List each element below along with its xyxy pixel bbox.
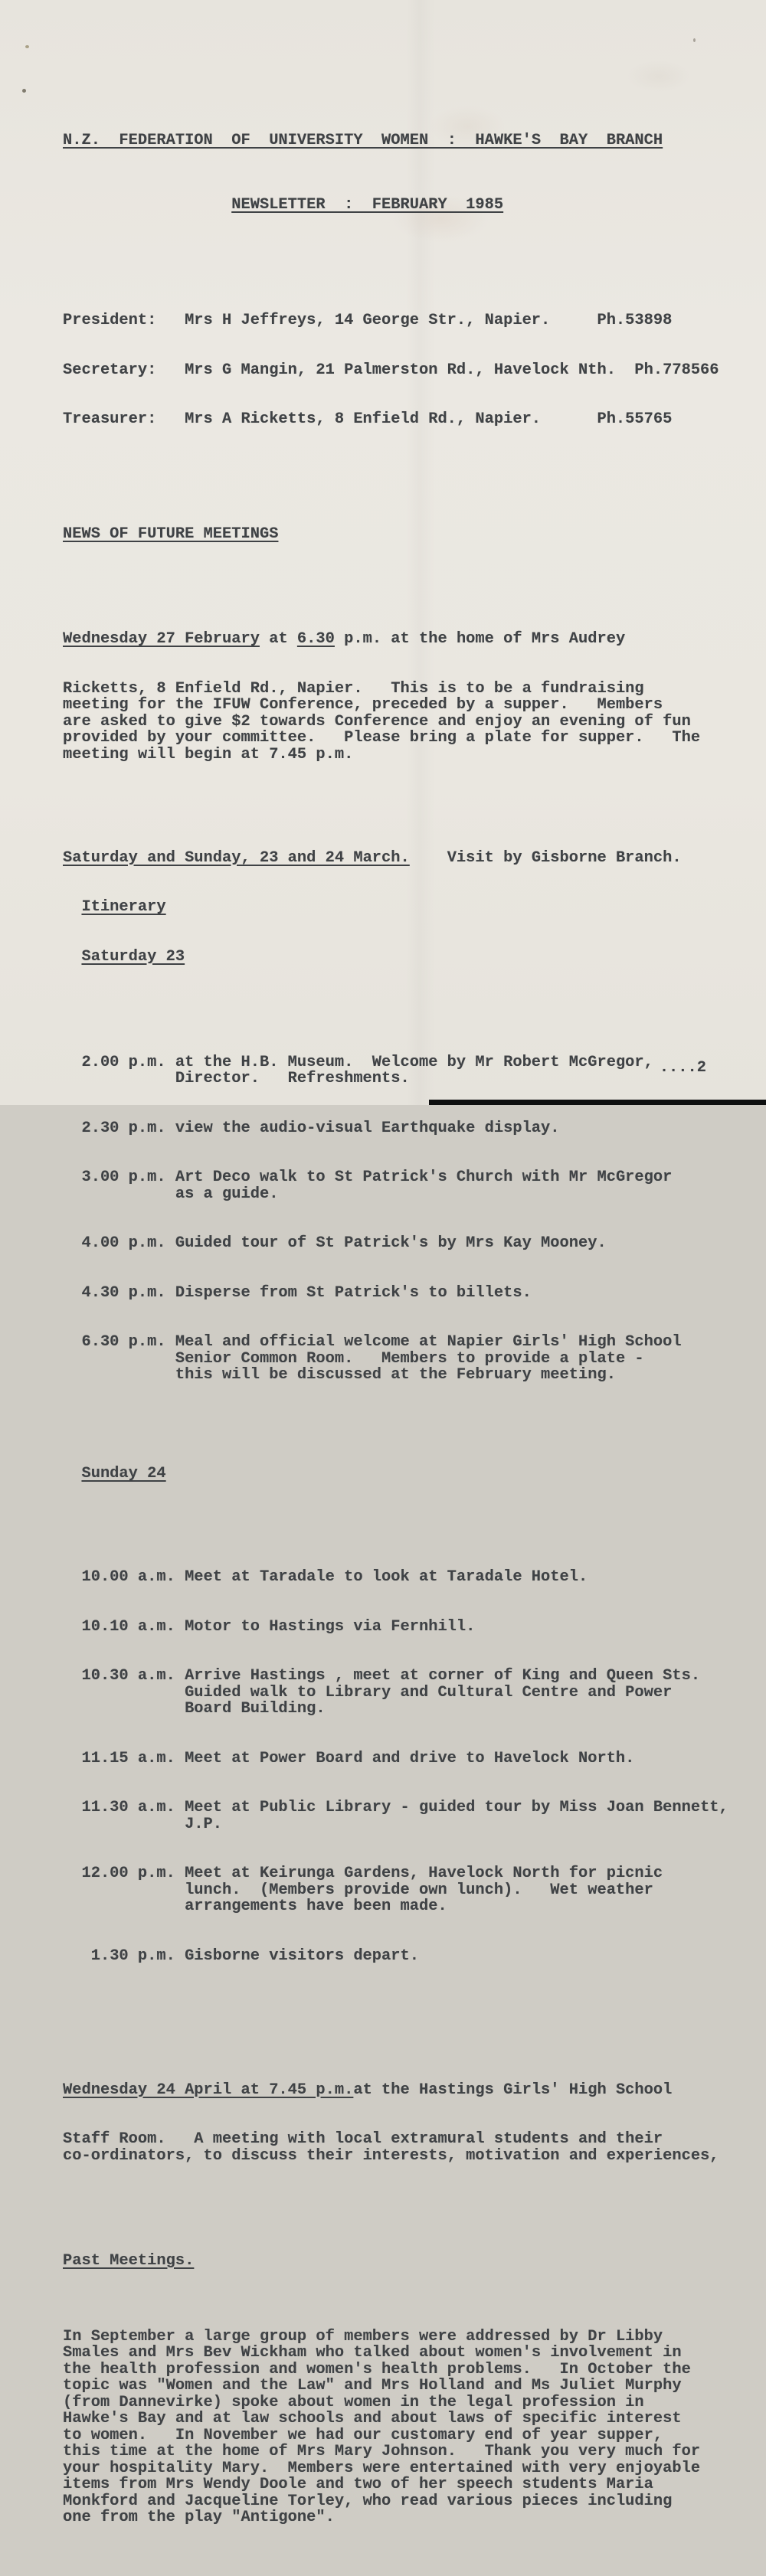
officer-role: President: — [63, 312, 157, 329]
text-line: Guided tour of St Patrick's by Mrs Kay Mooney. — [175, 1234, 607, 1252]
schedule-row — [81, 1865, 751, 1915]
paragraph-february-meeting — [63, 598, 751, 796]
schedule-time: 10.00 a.m. — [81, 1568, 175, 1586]
text-line: Director. Refreshments. — [175, 1070, 410, 1087]
text-line: meeting will begin at 7.45 p.m. — [63, 745, 354, 763]
paragraph-line — [63, 2082, 751, 2099]
schedule-row — [81, 1285, 751, 1302]
officers-list — [63, 280, 751, 461]
paragraph-past-meetings — [63, 2329, 751, 2526]
officer-role: Treasurer: — [63, 410, 157, 428]
officer-detail: Mrs H Jeffreys, 14 George Str., Napier. — [185, 312, 551, 329]
text-line: are asked to give $2 towards Conference and enjoy an evening of fun — [63, 712, 691, 731]
text-line: Arrive Hastings , meet at corner of King and Queen Sts. — [185, 1667, 701, 1685]
schedule-row — [81, 1751, 751, 1767]
saturday-label: Saturday 23 — [81, 947, 185, 966]
schedule-row — [81, 1235, 751, 1252]
officer-role: Secretary: — [63, 361, 157, 379]
text-line: Board Building. — [185, 1700, 326, 1718]
schedule-row — [81, 1800, 751, 1832]
text-line: Motor to Hastings via Fernhill. — [185, 1617, 476, 1636]
text-line: J.P. — [185, 1815, 223, 1833]
meeting-date: Wednesday 24 April at 7.45 p.m. — [63, 2081, 354, 2099]
text-line: Meet at Taradale to look at Taradale Hotel. — [185, 1568, 588, 1586]
schedule-desc — [175, 1285, 751, 1302]
section-heading-past-meetings: Past Meetings. — [63, 2251, 195, 2270]
text-segment: Visit by Gisborne Branch. — [409, 848, 682, 867]
schedule-desc — [185, 1619, 751, 1636]
page-number: ....2 — [659, 1059, 706, 1077]
schedule-time: 4.30 p.m. — [81, 1283, 166, 1302]
text-line: Meal and official welcome at Napier Girls' High School — [175, 1333, 682, 1351]
text-line: Staff Room. A meeting with local extramural students and their — [63, 2130, 663, 2148]
text-line: (from Dannevirke) spoke about women in the legal profession in — [63, 2393, 644, 2411]
schedule-saturday — [81, 1022, 751, 1417]
text-line: Ricketts, 8 Enfield Rd., Napier. This is to be a fundraising — [63, 679, 644, 698]
text-line: this will be discussed at the February meeting. — [175, 1366, 616, 1384]
paper-speck — [22, 89, 26, 93]
meeting-date: Wednesday 27 February — [63, 630, 260, 648]
sunday-label: Sunday 24 — [81, 1465, 166, 1483]
officer-phone: Ph.55765 — [597, 410, 673, 428]
text-line: lunch. (Members provide own lunch). Wet weather — [185, 1881, 653, 1899]
schedule-row — [81, 1619, 751, 1636]
text-line: arrangements have been made. — [185, 1898, 447, 1915]
schedule-time: 1.30 p.m. — [81, 1947, 175, 1965]
page-title: N.Z. FEDERATION OF UNIVERSITY WOMEN : HAWKE'S BAY BRANCH — [63, 131, 663, 149]
march-visit-heading — [63, 850, 751, 867]
schedule-time: 3.00 p.m. — [81, 1169, 166, 1186]
text-line: In September a large group of members were addressed by Dr Libby — [63, 2327, 663, 2346]
schedule-desc — [175, 1334, 751, 1384]
paragraph-line — [63, 631, 751, 648]
text-line: Gisborne visitors depart. — [185, 1947, 419, 1965]
scan-edge-artifact — [429, 1100, 766, 1105]
schedule-row — [81, 1120, 751, 1137]
text-segment: at — [259, 630, 297, 648]
schedule-row — [81, 1668, 751, 1718]
schedule-time: 2.00 p.m. — [81, 1053, 166, 1071]
schedule-row — [81, 1169, 751, 1202]
schedule-desc — [185, 1569, 751, 1586]
schedule-row — [81, 1569, 751, 1586]
schedule-time: 2.30 p.m. — [81, 1119, 166, 1137]
schedule-desc — [185, 1865, 751, 1915]
schedule-time: 12.00 p.m. — [81, 1865, 175, 1882]
officer-row-treasurer — [63, 411, 751, 428]
officer-detail: Mrs A Ricketts, 8 Enfield Rd., Napier. — [185, 410, 542, 428]
schedule-desc — [175, 1120, 751, 1137]
officer-row-secretary — [63, 362, 751, 379]
schedule-desc — [185, 1948, 751, 1965]
text-line: Meet at Keirunga Gardens, Havelock North for picnic — [185, 1865, 663, 1882]
text-line: Meet at Public Library - guided tour by Miss Joan Bennett, — [185, 1799, 728, 1816]
text-line: Disperse from St Patrick's to billets. — [175, 1283, 532, 1302]
text-segment: p.m. at the home of Mrs Audrey — [334, 630, 626, 648]
officer-detail: Mrs G Mangin, 21 Palmerston Rd., Havelock Nth. — [185, 361, 616, 379]
text-line: provided by your committee. Please bring a plate for supper. The — [63, 729, 701, 747]
schedule-desc — [185, 1668, 751, 1718]
text-line: topic was "Women and the Law" and Mrs Holland and Ms Juliet Murphy — [63, 2377, 682, 2395]
text-line: co-ordinators, to discuss their interests, motivation and experiences, — [63, 2146, 719, 2165]
text-line: the health profession and women's health problems. In October the — [63, 2360, 691, 2378]
officer-phone: Ph.778566 — [634, 361, 719, 379]
schedule-time: 11.30 a.m. — [81, 1799, 175, 1816]
schedule-desc — [175, 1235, 751, 1252]
text-line: as a guide. — [175, 1185, 279, 1203]
text-line: your hospitality Mary. Members were entertained with very enjoyable — [63, 2459, 701, 2477]
schedule-desc — [185, 1800, 751, 1832]
text-line: Hawke's Bay and at law schools and about laws of specific interest — [63, 2410, 682, 2427]
paragraph-lines — [63, 681, 751, 763]
text-line: one from the play "Antigone". — [63, 2509, 335, 2526]
paragraph-april-meeting — [63, 2049, 751, 2198]
schedule-time: 11.15 a.m. — [81, 1749, 175, 1767]
text-line: to women. In November we had our customary end of year supper, — [63, 2426, 663, 2444]
schedule-row — [81, 1948, 751, 1965]
text-line: Guided walk to Library and Cultural Centre and Power — [185, 1683, 673, 1702]
schedule-time: 6.30 p.m. — [81, 1333, 166, 1351]
page-subtitle: NEWSLETTER : FEBRUARY 1985 — [231, 196, 504, 214]
text-line: Senior Common Room. Members to provide a plate - — [175, 1349, 644, 1368]
text-line: Art Deco walk to St Patrick's Church with Mr McGregor — [175, 1169, 673, 1186]
scan-edge-artifact — [221, 1103, 429, 1105]
text-line: at the H.B. Museum. Welcome by Mr Robert McGregor, — [175, 1053, 653, 1071]
schedule-time: 10.10 a.m. — [81, 1617, 175, 1636]
schedule-time: 4.00 p.m. — [81, 1234, 166, 1252]
text-line: items from Mrs Wendy Doole and two of her speech students Maria — [63, 2476, 653, 2493]
officer-phone: Ph.53898 — [597, 312, 673, 329]
schedule-row — [81, 1334, 751, 1384]
text-segment: at the Hastings Girls' High School — [353, 2081, 673, 2099]
paper-speck — [693, 38, 696, 42]
paper-speck — [25, 45, 29, 48]
march-visit-dates: Saturday and Sunday, 23 and 24 March. — [63, 848, 410, 867]
text-line: view the audio-visual Earthquake display. — [175, 1119, 560, 1137]
text-line: Monkford and Jacqueline Torley, who read various pieces including — [63, 2492, 673, 2510]
itinerary-label: Itinerary — [81, 898, 166, 916]
officer-row-president — [63, 312, 751, 329]
paragraph-lines — [63, 2131, 751, 2164]
schedule-desc — [185, 1751, 751, 1767]
text-line: this time at the home of Mrs Mary Johnson. Thank you very much for — [63, 2443, 701, 2460]
schedule-sunday — [81, 1536, 751, 1997]
text-line: meeting for the IFUW Conference, preceded by a supper. Members — [63, 696, 663, 714]
meeting-time: 6.30 — [296, 630, 335, 648]
text-line: Meet at Power Board and drive to Havelock North. — [185, 1749, 635, 1767]
schedule-time: 10.30 a.m. — [81, 1667, 175, 1685]
section-heading-future-meetings: NEWS OF FUTURE MEETINGS — [63, 525, 279, 543]
text-line: Smales and Mrs Bev Wickham who talked about women's involvement in — [63, 2344, 682, 2362]
schedule-desc — [175, 1169, 751, 1202]
schedule-row — [81, 1054, 751, 1087]
